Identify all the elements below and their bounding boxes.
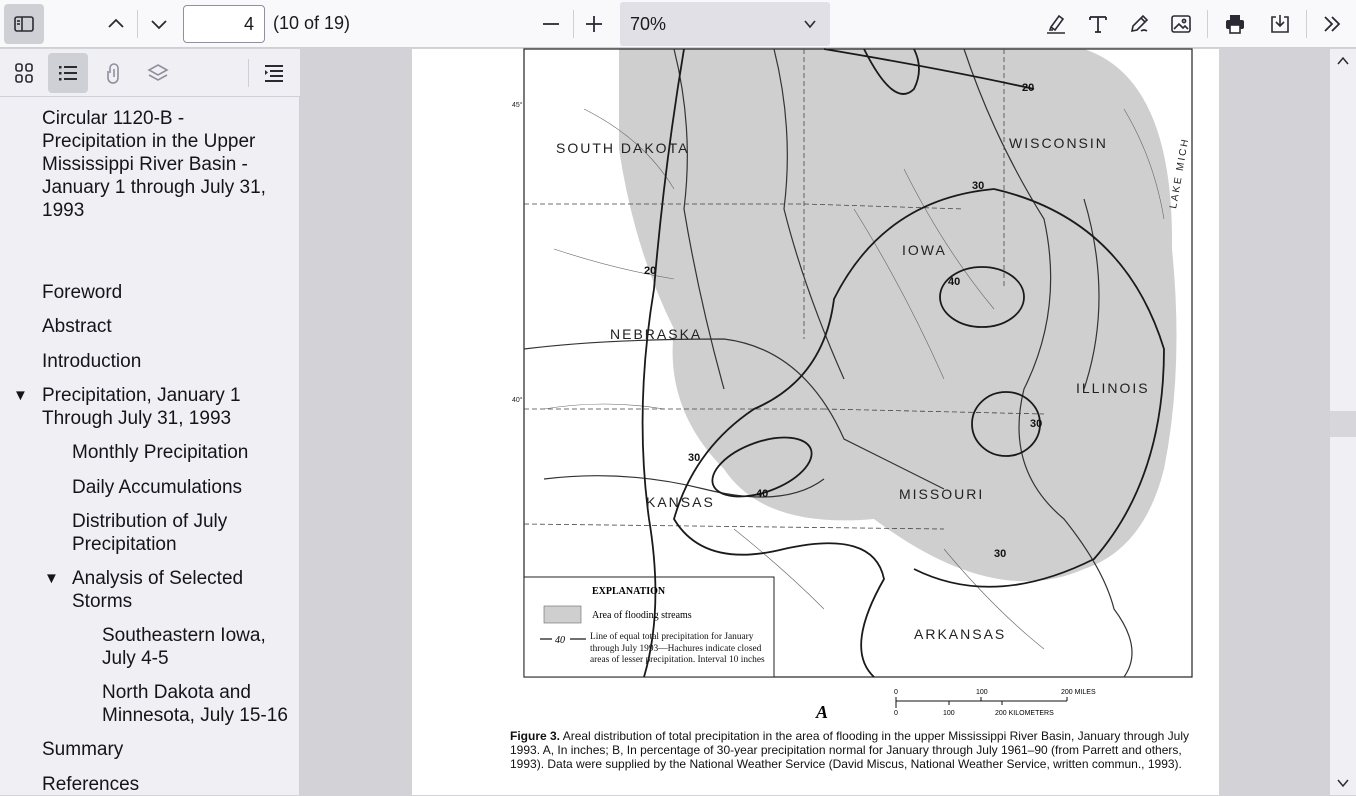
main-toolbar <box>0 0 1356 48</box>
state-label-arkansas: ARKANSAS <box>914 626 1007 642</box>
add-image-button[interactable] <box>1161 4 1201 44</box>
page-count-label: (10 of 19) <box>273 13 351 33</box>
outline-item-daily-accumulations[interactable]: Daily Accumulations <box>72 477 243 498</box>
chevron-up-icon <box>104 12 128 36</box>
panel-label: A <box>816 702 829 722</box>
outline-item-abstract[interactable]: Abstract <box>42 316 112 337</box>
lake-label: LAKE MICH <box>1168 136 1192 210</box>
paperclip-icon <box>102 61 126 85</box>
printer-icon <box>1223 12 1247 36</box>
explanation-flooding-label: Area of flooding streams <box>592 610 692 621</box>
scale-bar <box>812 684 1132 724</box>
figure-label: Figure 3. <box>510 729 561 743</box>
current-outline-item-button[interactable] <box>254 53 294 93</box>
collapse-toggle-storms[interactable]: ▼ <box>44 570 59 587</box>
minus-icon <box>539 12 563 36</box>
previous-page-button[interactable] <box>96 4 136 44</box>
attachments-view-button[interactable] <box>94 53 134 93</box>
download-icon <box>1268 12 1292 36</box>
layers-icon <box>146 61 170 85</box>
outline-item-foreword[interactable]: Foreword <box>42 282 123 303</box>
outline-tree-icon <box>262 61 286 85</box>
contour-label: 30 <box>688 452 701 464</box>
precipitation-map <box>512 49 1192 677</box>
chevron-down-icon <box>147 12 171 36</box>
sidebar-toolbar <box>0 49 300 97</box>
scale-miles-label: 200 MILES <box>1061 689 1096 696</box>
explanation-title: EXPLANATION <box>592 586 666 597</box>
tools-menu-button[interactable] <box>1312 4 1352 44</box>
add-text-button[interactable] <box>1078 4 1118 44</box>
contour-label: 20 <box>1022 82 1035 94</box>
state-label-kansas: KANSAS <box>646 494 715 510</box>
outline-item-summary[interactable]: Summary <box>42 739 124 760</box>
scale-km-label: 200 KILOMETERS <box>995 710 1054 717</box>
figure-caption-text: Areal distribution of total precipitation in the area of flooding in the upper Mississippi River Basin, January through July 1993. A, In inches; B, In percentage of 30-year precipitation normal for January through July 1961–90 (from Parrett and others, 1993). Data were supplied by the National Weather Service (David Miscus, National Weather Service, written commun., 1993). <box>510 729 1190 771</box>
outline-item-north-dakota[interactable]: North Dakota and Minnesota, July 15-16 <box>102 682 288 726</box>
sidebar <box>0 49 300 795</box>
sidebar-icon <box>12 12 36 36</box>
outline-item-references[interactable]: References <box>42 774 140 795</box>
scale-miles-label: 100 <box>976 689 988 696</box>
contour-label: 30 <box>994 548 1007 560</box>
double-chevron-right-icon <box>1320 12 1344 36</box>
text-icon <box>1086 12 1110 36</box>
state-label-south-dakota: SOUTH DAKOTA <box>556 140 690 156</box>
scroll-up-icon[interactable] <box>1335 53 1351 69</box>
outline-item-selected-storms[interactable]: Analysis of Selected Storms <box>72 568 244 612</box>
zoom-in-button[interactable] <box>574 4 614 44</box>
contour-label: 30 <box>972 180 985 192</box>
outline-item-southeastern-iowa[interactable]: Southeastern Iowa, July 4-5 <box>102 625 266 669</box>
outline-item-july-precipitation[interactable]: Distribution of July Precipitation <box>72 511 228 555</box>
vertical-scrollbar[interactable] <box>1330 49 1356 795</box>
collapse-toggle-precipitation[interactable]: ▼ <box>13 387 28 404</box>
thumbnails-view-button[interactable] <box>4 53 44 93</box>
latitude-label: 40° <box>512 397 523 404</box>
page-number-input[interactable] <box>183 5 265 43</box>
list-icon <box>56 61 80 85</box>
sidebar-toggle-button[interactable] <box>4 4 44 44</box>
next-page-button[interactable] <box>139 4 179 44</box>
state-label-nebraska: NEBRASKA <box>610 326 703 342</box>
zoom-select[interactable] <box>620 2 830 46</box>
plus-icon <box>582 12 606 36</box>
figure-caption <box>510 729 1200 771</box>
print-button[interactable] <box>1215 4 1255 44</box>
dropdown-arrow-icon <box>802 16 818 32</box>
explanation-line-value: 40 <box>555 635 565 646</box>
highlight-button[interactable] <box>1036 4 1076 44</box>
scale-km-label: 0 <box>894 710 898 717</box>
state-label-wisconsin: WISCONSIN <box>1009 135 1108 151</box>
pencil-icon <box>1127 12 1151 36</box>
state-label-illinois: ILLINOIS <box>1076 380 1150 396</box>
draw-button[interactable] <box>1119 4 1159 44</box>
latitude-label: 45° <box>512 102 523 109</box>
layers-view-button[interactable] <box>138 53 178 93</box>
state-label-iowa: IOWA <box>902 242 947 258</box>
contour-label: 20 <box>644 265 657 277</box>
state-label-missouri: MISSOURI <box>899 486 985 502</box>
thumbnails-icon <box>12 61 36 85</box>
outline-item-monthly-precipitation[interactable]: Monthly Precipitation <box>72 442 249 463</box>
zoom-out-button[interactable] <box>531 4 571 44</box>
save-button[interactable] <box>1260 4 1300 44</box>
image-icon <box>1169 12 1193 36</box>
contour-label: 40 <box>948 276 961 288</box>
scroll-down-icon[interactable] <box>1335 775 1351 791</box>
zoom-value: 70% <box>630 13 667 34</box>
highlighter-icon <box>1044 12 1068 36</box>
scrollbar-thumb[interactable] <box>1330 411 1356 437</box>
scale-km-label: 100 <box>943 710 955 717</box>
outline-item-precipitation[interactable]: Precipitation, January 1 Through July 31, 1993 <box>42 385 241 429</box>
explanation-line-text: Line of equal total precipitation for January through July 1993—Hachures indicate closed areas of lesser precipitation. Interval 10 inches <box>590 632 765 665</box>
contour-label: 30 <box>1030 418 1043 430</box>
outline-view-button[interactable] <box>48 53 88 93</box>
contour-label: 40 <box>756 488 769 500</box>
outline-item-introduction[interactable]: Introduction <box>42 351 142 372</box>
outline-item-title[interactable]: Circular 1120-B - Precipitation in the Upper Mississippi River Basin - January 1 through July 31, 1993 <box>42 108 266 221</box>
document-viewer[interactable] <box>300 49 1330 795</box>
pdf-page <box>412 49 1219 795</box>
scale-miles-label: 0 <box>894 689 898 696</box>
